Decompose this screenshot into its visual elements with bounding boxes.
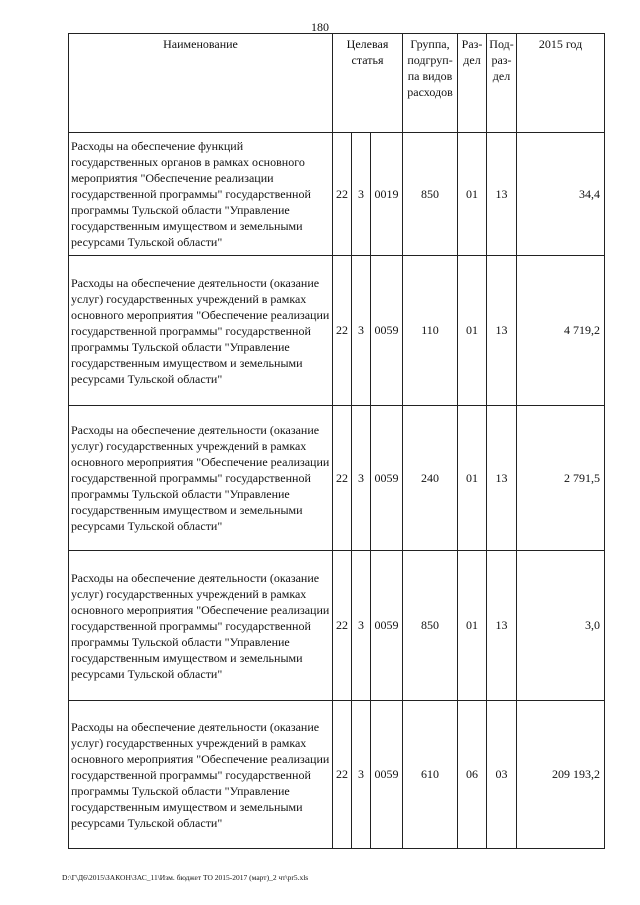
row-subsection: 03 <box>487 701 517 849</box>
row-target-3: 0059 <box>371 406 403 551</box>
row-name: Расходы на обеспечение деятельности (оказание услуг) государственных учреждений в рамках основного мероприятия "Обеспечение реализации государственной программы" государственной программы Тульской области "Управление государственным имуществом и земельными ресурсами Тульской области" <box>69 551 333 701</box>
row-target-1: 22 <box>333 256 352 406</box>
row-group: 610 <box>403 701 458 849</box>
table-row <box>69 406 605 551</box>
header-subsection: Под-раз-дел <box>487 34 517 133</box>
header-section: Раз-дел <box>458 34 487 133</box>
row-section: 01 <box>458 256 487 406</box>
row-subsection: 13 <box>487 256 517 406</box>
row-name: Расходы на обеспечение деятельности (оказание услуг) государственных учреждений в рамках основного мероприятия "Обеспечение реализации государственной программы" государственной программы Тульской области "Управление государственным имуществом и земельными ресурсами Тульской области" <box>69 701 333 849</box>
row-group: 850 <box>403 133 458 256</box>
row-target-2: 3 <box>352 406 371 551</box>
table-row <box>69 133 605 256</box>
budget-table <box>68 33 605 849</box>
row-amount: 4 719,2 <box>517 256 605 406</box>
row-target-1: 22 <box>333 551 352 701</box>
row-subsection: 13 <box>487 406 517 551</box>
row-group: 850 <box>403 551 458 701</box>
row-target-3: 0059 <box>371 551 403 701</box>
row-group: 110 <box>403 256 458 406</box>
row-subsection: 13 <box>487 551 517 701</box>
row-amount: 34,4 <box>517 133 605 256</box>
page-number: 180 <box>311 20 329 34</box>
row-amount: 2 791,5 <box>517 406 605 551</box>
row-section: 01 <box>458 406 487 551</box>
row-target-1: 22 <box>333 406 352 551</box>
row-name: Расходы на обеспечение деятельности (оказание услуг) государственных учреждений в рамках основного мероприятия "Обеспечение реализации государственной программы" государственной программы Тульской области "Управление государственным имуществом и земельными ресурсами Тульской области" <box>69 406 333 551</box>
row-amount: 209 193,2 <box>517 701 605 849</box>
row-section: 01 <box>458 133 487 256</box>
row-target-1: 22 <box>333 701 352 849</box>
row-target-3: 0059 <box>371 701 403 849</box>
table-row <box>69 256 605 406</box>
header-year: 2015 год <box>517 34 605 133</box>
table-row <box>69 701 605 849</box>
row-name: Расходы на обеспечение функций государственных органов в рамках основного мероприятия "Обеспечение реализации государственной программы" государственной программы Тульской области "Управление государственным имуществом и земельными ресурсами Тульской области" <box>69 133 333 256</box>
row-name: Расходы на обеспечение деятельности (оказание услуг) государственных учреждений в рамках основного мероприятия "Обеспечение реализации государственной программы" государственной программы Тульской области "Управление государственным имуществом и земельными ресурсами Тульской области" <box>69 256 333 406</box>
row-subsection: 13 <box>487 133 517 256</box>
row-target-1: 22 <box>333 133 352 256</box>
row-amount: 3,0 <box>517 551 605 701</box>
table-row <box>69 551 605 701</box>
row-target-2: 3 <box>352 133 371 256</box>
file-path-footer: D:\Г\Д6\2015\ЗАКОН\ЗАС_11\Изм. бюджет ТО 2015-2017 (март)_2 чт\pr5.xls <box>62 873 309 882</box>
row-target-2: 3 <box>352 551 371 701</box>
row-target-3: 0019 <box>371 133 403 256</box>
row-group: 240 <box>403 406 458 551</box>
row-target-2: 3 <box>352 701 371 849</box>
header-target-article: Целевая статья <box>333 34 403 133</box>
header-name: Наименование <box>69 34 333 133</box>
row-target-3: 0059 <box>371 256 403 406</box>
row-section: 01 <box>458 551 487 701</box>
header-group: Группа, подгруп-па видов расходов <box>403 34 458 133</box>
row-target-2: 3 <box>352 256 371 406</box>
row-section: 06 <box>458 701 487 849</box>
